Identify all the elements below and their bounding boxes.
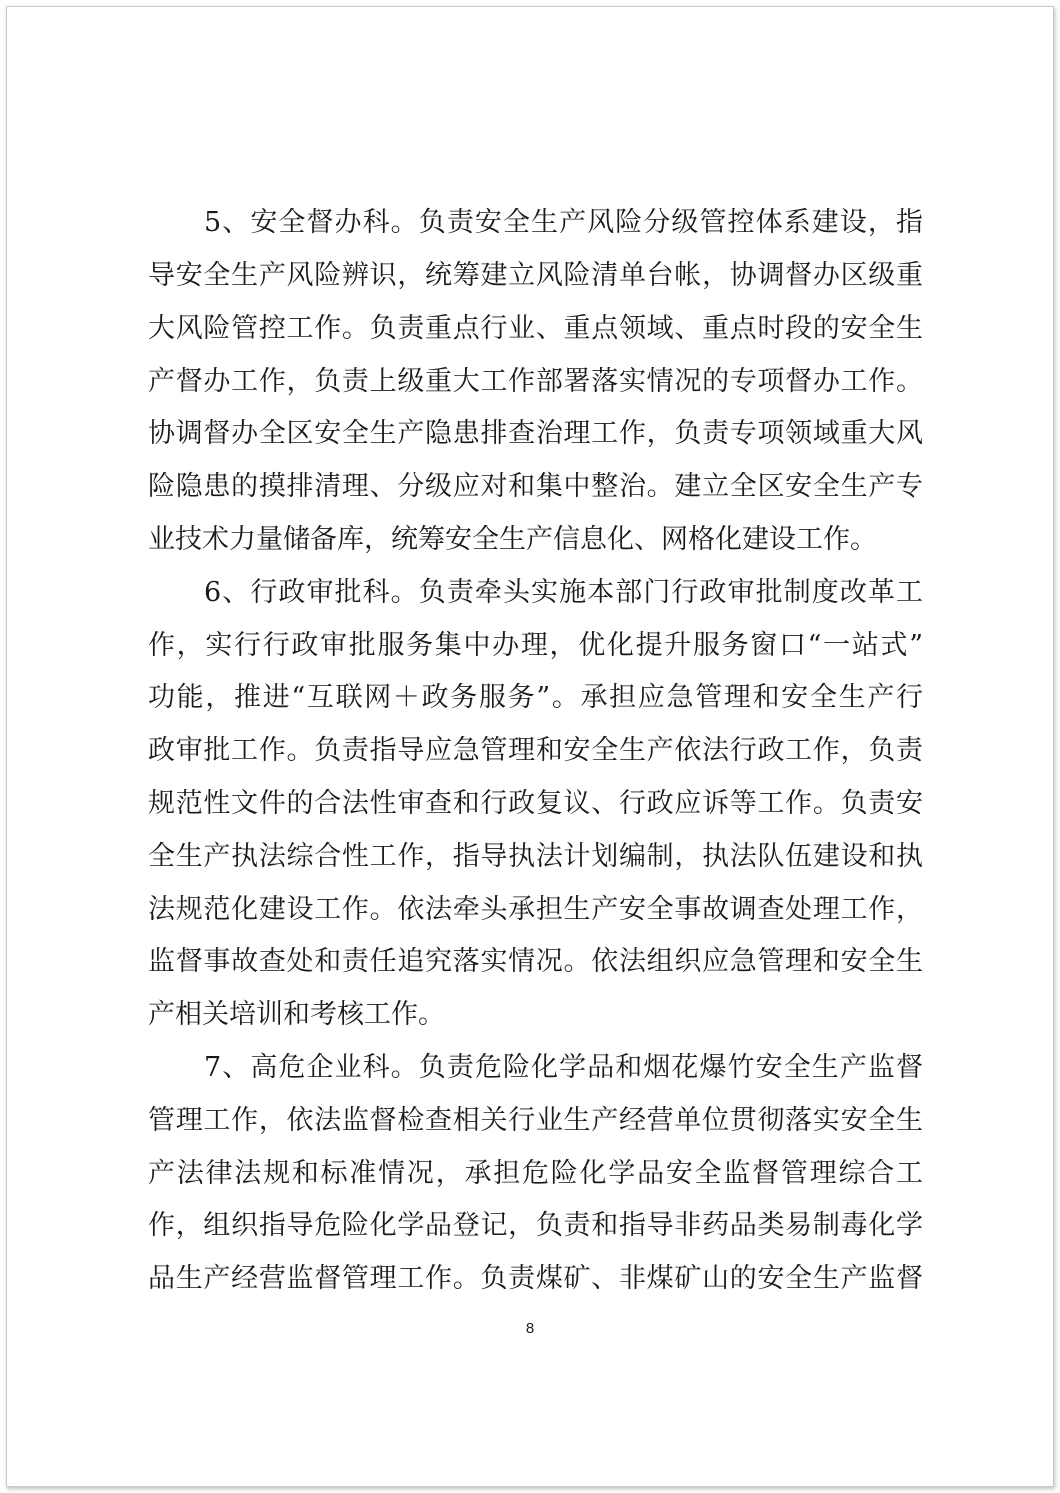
text-line: 法规范化建设工作。依法牵头承担生产安全事故调查处理工作，: [148, 894, 923, 925]
text-line: 7、高危企业科。负责危险化学品和烟花爆竹安全生产监督: [204, 1052, 923, 1083]
text-line: 品生产经营监督管理工作。负责煤矿、非煤矿山的安全生产监督: [148, 1263, 923, 1294]
text-line: 功能，推进“互联网＋政务服务”。承担应急管理和安全生产行: [148, 682, 923, 713]
text-line: 全生产执法综合性工作，指导执法计划编制，执法队伍建设和执: [148, 841, 923, 872]
text-line: 产相关培训和考核工作。: [148, 999, 445, 1030]
text-line: 管理工作，依法监督检查相关行业生产经营单位贯彻落实安全生: [148, 1105, 923, 1136]
text-line: 协调督办全区安全生产隐患排查治理工作，负责专项领域重大风: [148, 418, 923, 449]
text-line: 政审批工作。负责指导应急管理和安全生产依法行政工作，负责: [148, 735, 923, 766]
text-line: 产督办工作，负责上级重大工作部署落实情况的专项督办工作。: [148, 366, 923, 397]
text-line: 作，组织指导危险化学品登记，负责和指导非药品类易制毒化学: [148, 1210, 923, 1241]
page-number: 8: [525, 1320, 535, 1337]
text-line: 产法律法规和标准情况，承担危险化学品安全监督管理综合工: [148, 1158, 923, 1189]
text-line: 险隐患的摸排清理、分级应对和集中整治。建立全区安全生产专: [148, 471, 923, 502]
text-line: 业技术力量储备库，统筹安全生产信息化、网格化建设工作。: [148, 524, 877, 555]
text-line: 作，实行行政审批服务集中办理，优化提升服务窗口“一站式”: [148, 630, 923, 661]
text-line: 6、行政审批科。负责牵头实施本部门行政审批制度改革工: [204, 577, 923, 608]
text-line: 监督事故查处和责任追究落实情况。依法组织应急管理和安全生: [148, 946, 923, 977]
text-line: 5、安全督办科。负责安全生产风险分级管控体系建设，指: [204, 207, 923, 238]
text-line: 规范性文件的合法性审查和行政复议、行政应诉等工作。负责安: [148, 788, 923, 819]
text-line: 导安全生产风险辨识，统筹建立风险清单台帐，协调督办区级重: [148, 260, 923, 291]
text-line: 大风险管控工作。负责重点行业、重点领域、重点时段的安全生: [148, 313, 923, 344]
